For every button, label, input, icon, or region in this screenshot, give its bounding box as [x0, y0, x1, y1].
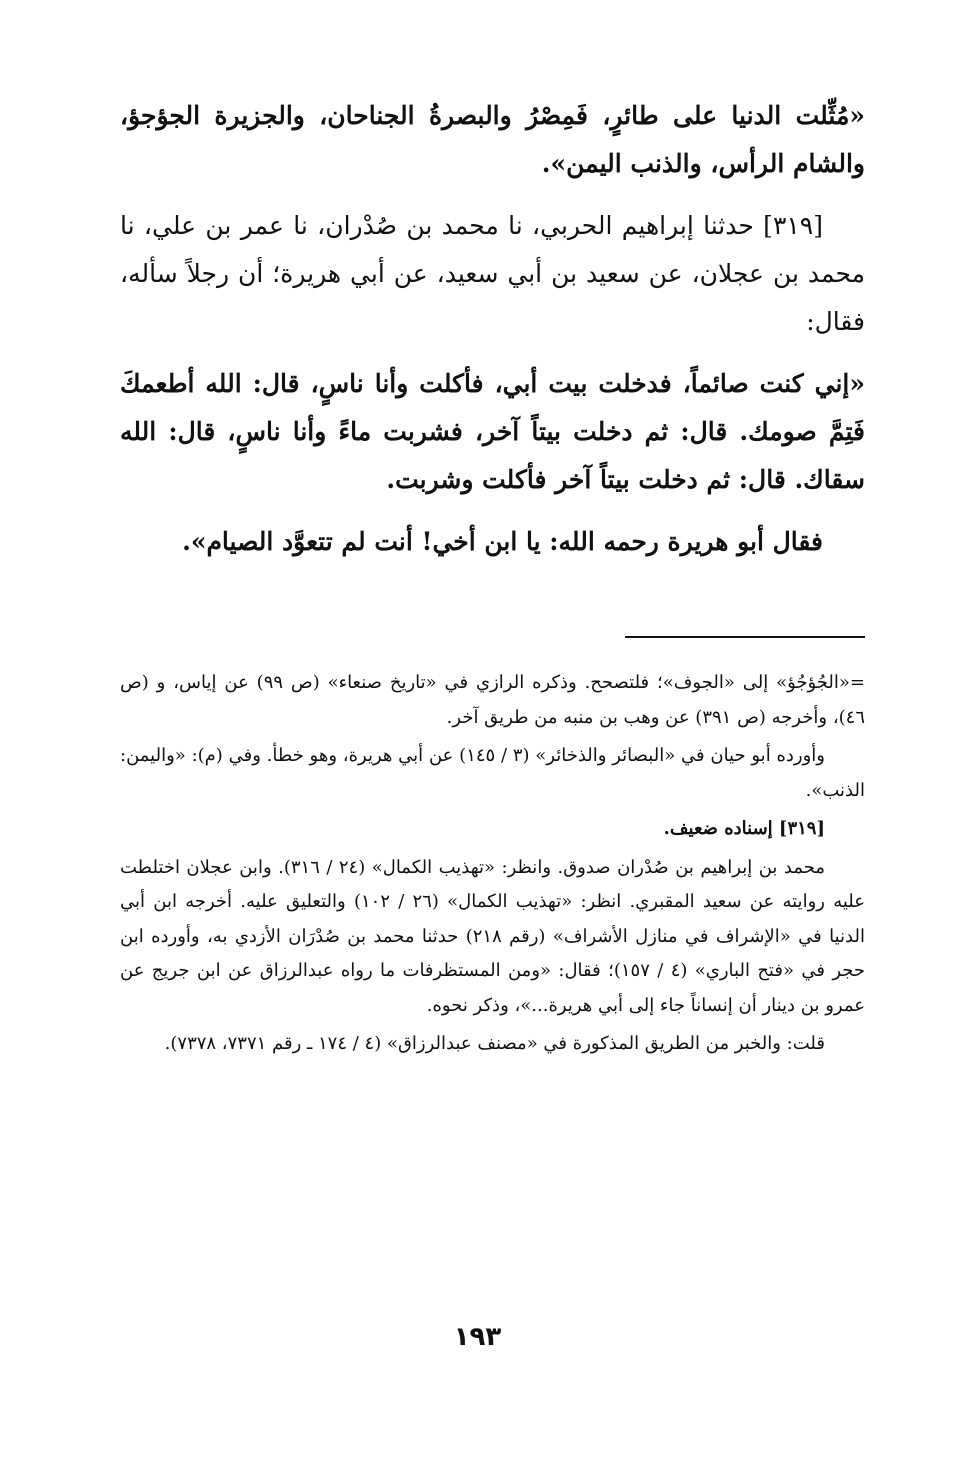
- footnote-continued: =«الجُؤجُؤ» إلى «الجوف»؛ فلتصحح. وذكره الرازي في «تاريخ صنعاء» (ص ٩٩) عن إياس، و (ص ٤٦)، وأخرجه (ص ٣٩١) عن وهب بن منبه من طريق آخر.: [120, 672, 866, 728]
- narration-paragraph: «إني كنت صائماً، فدخلت بيت أبي، فأكلت وأنا ناسٍ، قال: الله أطعمكَ فَتِمَّ صومك. قال: ثم دخلت بيتاً آخر، فشربت ماءً وأنا ناسٍ، قال: الله سقاك. قال: ثم دخلت بيتاً آخر فأكلت وشربت.: [120, 369, 865, 494]
- quoted-hadith-paragraph: «مُثِّلت الدنيا على طائرٍ، فَمِصْرُ والبصرةُ الجناحان، والجزيرة الجؤجؤ، والشام الرأس، والذنب اليمن».: [120, 101, 865, 178]
- footnote-paragraph: قلت: والخبر من الطريق المذكورة في «مصنف عبدالرزاق» (٤ / ١٧٤ ـ رقم ٧٣٧١، ٧٣٧٨).: [164, 1033, 825, 1054]
- closing-paragraph: فقال أبو هريرة رحمه الله: يا ابن أخي! أنت لم تتعوَّد الصيام».: [182, 527, 823, 556]
- page-number: ١٩٣: [453, 1322, 502, 1352]
- footnote-separator: [120, 636, 865, 638]
- footnote-heading: [٣١٩] إسناده ضعيف.: [663, 818, 825, 839]
- footnote-paragraph: محمد بن إبراهيم بن صُدْران صدوق. وانظر: «تهذيب الكمال» (٢٤ / ٣١٦). وابن عجلان اختلطت عليه روايته عن سعيد المقبري. انظر: «تهذيب الكمال» (٢٦ / ١٠٢) والتعليق عليه. أخرجه ابن أبي الدنيا في «الإشراف في منازل الأشراف» (رقم ٢١٨) حدثنا محمد بن صُدْرَان الأزدي به، وأورده ابن حجر في «فتح الباري» (٤ / ١٥٧)؛ فقال: «ومن المستظرفات ما رواه عبدالرزاق عن ابن جريج عن عمرو بن دينار أن إنساناً جاء إلى أبي هريرة...»، وذكر نحوه.: [120, 856, 866, 1016]
- page-content: [120, 92, 865, 1062]
- footnote-rule: [625, 636, 865, 638]
- isnad-paragraph: [٣١٩] حدثنا إبراهيم الحربي، نا محمد بن صُدْران، نا عمر بن علي، نا محمد بن عجلان، عن سعيد بن أبي سعيد، عن أبي هريرة؛ أن رجلاً سأله، فقال:: [120, 211, 865, 336]
- footnotes: [120, 666, 865, 1062]
- main-text: [120, 92, 865, 566]
- footnote-paragraph: وأورده أبو حيان في «البصائر والذخائر» (٣ / ١٤٥) عن أبي هريرة، وهو خطأ. وفي (م): «واليمن: الذنب».: [120, 745, 865, 801]
